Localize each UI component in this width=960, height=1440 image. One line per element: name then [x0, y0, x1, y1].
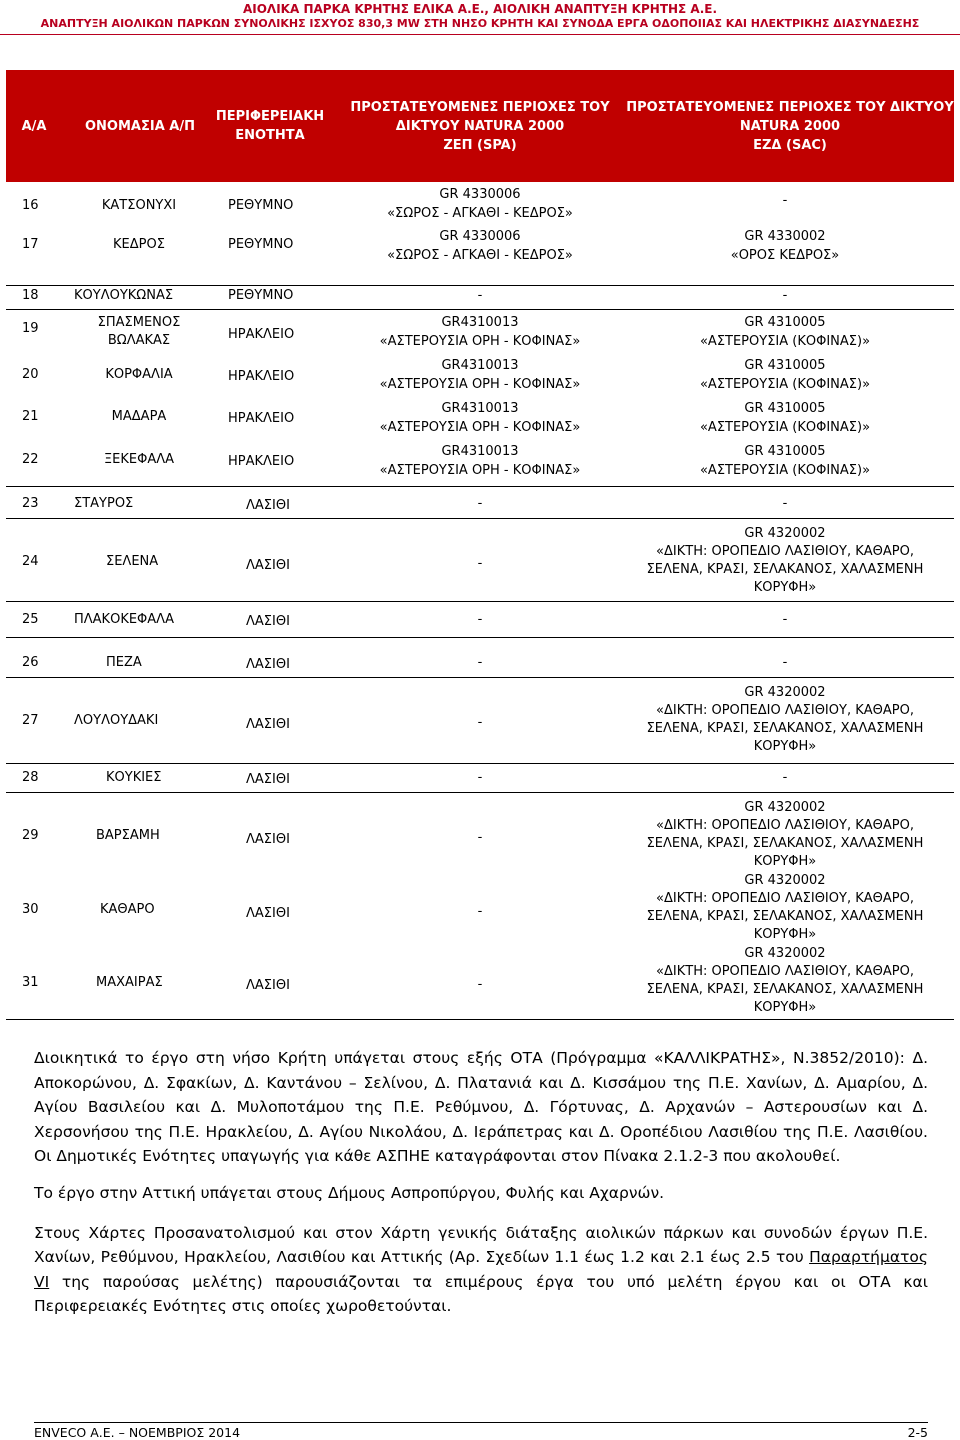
sac-code: GR 4310005 [744, 401, 826, 416]
sac-code: GR 4320002 [744, 685, 826, 700]
regional-unit: ΡΕΘΥΜΝΟ [228, 237, 294, 252]
header-region: ΠΕΡΙΦΕΡΕΙΑΚΗ ΕΝΟΤΗΤΑ [215, 109, 325, 143]
site-name: ΠΕΖΑ [106, 655, 142, 670]
paragraph-attica: Το έργο στην Αττική υπάγεται στους Δήμους Ασπροπύργου, Φυλής και Αχαρνών. [34, 1183, 665, 1202]
site-name: ΚΟΡΦΑΛΙΑ [105, 367, 173, 382]
spa-code: GR 4330006 [439, 229, 521, 244]
row-divider [6, 285, 954, 286]
regional-unit: ΛΑΣΙΘΙ [246, 657, 290, 672]
sac-area-line2: ΣΕΛΕΝΑ, ΚΡΑΣΙ, ΣΕΛΑΚΑΝΟΣ, ΧΑΛΑΣΜΕΝΗ [646, 836, 924, 851]
spa-value: - [477, 556, 483, 571]
footer-company-date: ENVECO Α.Ε. – ΝΟΕΜΒΡΙΟΣ 2014 [34, 1425, 241, 1440]
row-number: 24 [22, 554, 39, 569]
regional-unit: ΗΡΑΚΛΕΙΟ [228, 369, 295, 384]
paragraph-maps-part2: της παρούσας μελέτης) παρουσιάζονται τα επιμέρους έργα του υπό μελέτη έργου και οι ΟΤΑ και Περιφερειακές Ενότητες στις οποίες χωροθετούνται. [34, 1272, 928, 1316]
sac-code: GR 4310005 [744, 358, 826, 373]
row-number: 22 [22, 452, 39, 467]
row-number: 31 [22, 975, 39, 990]
appendix-link[interactable]: Παραρτήματος VI [34, 1248, 928, 1291]
spa-value: - [477, 612, 483, 627]
row-number: 27 [22, 713, 39, 728]
spa-value: - [477, 977, 483, 992]
paragraph-administration: Διοικητικά το έργο στη νήσο Κρήτη υπάγεται στους εξής ΟΤΑ (Πρόγραμμα «ΚΑΛΛΙΚΡΑΤΗΣ», Ν.3852/2010): Δ. Αποκορώνου, Δ. Σφακίων, Δ. Καντάνου – Σελίνου, Δ. Πλατανιά και Δ. Κισσάμου της Π.Ε. Χανίων, Δ. Αμαρίου, Δ. Αγίου Βασιλείου και Δ. Μυλοποτάμου της Π.Ε. Ρεθύμνου, Δ. Γόρτυνας, Δ. Αρχανών – Αστερουσίων και Δ. Χερσονήσου της Π.Ε. Ηρακλείου, Δ. Αγίου Νικολάου, Δ. Ιεράπετρας και Δ. Οροπέδιου Λασιθίου της Π.Ε. Λασιθίου. Οι Δημοτικές Ενότητες υπαγωγής για κάθε ΑΣΠΗΕ καταγράφονται στον Πίνακα 2.1.2-3 που ακολουθεί. [34, 1049, 928, 1166]
regional-unit: ΡΕΘΥΜΝΟ [228, 288, 294, 303]
sac-area-line1: «ΔΙΚΤΗ: ΟΡΟΠΕΔΙΟ ΛΑΣΙΘΙΟΥ, ΚΑΘΑΡΟ, [656, 818, 914, 833]
sac-area-line1: «ΔΙΚΤΗ: ΟΡΟΠΕΔΙΟ ΛΑΣΙΘΙΟΥ, ΚΑΘΑΡΟ, [656, 891, 914, 906]
row-divider [6, 309, 954, 310]
sac-area-line3: ΚΟΡΥΦΗ» [753, 1000, 817, 1015]
header-name: ΟΝΟΜΑΣΙΑ Α/Π [85, 118, 195, 134]
header-sac: ΠΡΟΣΤΑΤΕΥΟΜΕΝΕΣ ΠΕΡΙΟΧΕΣ ΤΟΥ ΔΙΚΤΥΟΥ NATURA 2000 ΕΖΔ (SAC) [626, 99, 954, 153]
sac-area-line1: «ΔΙΚΤΗ: ΟΡΟΠΕΔΙΟ ΛΑΣΙΘΙΟΥ, ΚΑΘΑΡΟ, [656, 964, 914, 979]
spa-code: GR4310013 [441, 358, 519, 373]
row-divider [6, 677, 954, 678]
document-header-title: ΑΙΟΛΙΚΑ ΠΑΡΚΑ ΚΡΗΤΗΣ ΕΛΙΚΑ Α.Ε., ΑΙΟΛΙΚΗ ΑΝΑΠΤΥΞΗ ΚΡΗΤΗΣ Α.Ε. [242, 2, 718, 16]
row-divider [6, 601, 954, 602]
sac-area-line2: ΣΕΛΕΝΑ, ΚΡΑΣΙ, ΣΕΛΑΚΑΝΟΣ, ΧΑΛΑΣΜΕΝΗ [646, 909, 924, 924]
site-name: ΒΑΡΣΑΜΗ [96, 828, 160, 843]
site-name: ΛΟΥΛΟΥΔΑΚΙ [74, 713, 159, 728]
row-divider [6, 792, 954, 793]
sac-value: - [782, 655, 788, 670]
header-spa: ΠΡΟΣΤΑΤΕΥΟΜΕΝΕΣ ΠΕΡΙΟΧΕΣ ΤΟΥ ΔΙΚΤΥΟΥ NATURA 2000 ΖΕΠ (SPA) [350, 99, 610, 153]
sac-code: GR 4320002 [744, 946, 826, 961]
row-number: 19 [22, 321, 39, 336]
spa-area: «ΑΣΤΕΡΟΥΣΙΑ ΟΡΗ - ΚΟΦΙΝΑΣ» [379, 377, 581, 392]
spa-area: «ΣΩΡΟΣ - ΑΓΚΑΘΙ - ΚΕΔΡΟΣ» [387, 248, 573, 263]
spa-value: - [477, 715, 483, 730]
sac-area-line2: ΣΕΛΕΝΑ, ΚΡΑΣΙ, ΣΕΛΑΚΑΝΟΣ, ΧΑΛΑΣΜΕΝΗ [646, 982, 924, 997]
row-divider [6, 486, 954, 487]
spa-value: - [477, 904, 483, 919]
paragraph-maps-part1: Στους Χάρτες Προσανατολισμού και στον Χάρτη γενικής διάταξης αιολικών πάρκων και συνοδών έργων Π.Ε. Χανίων, Ρεθύμνου, Ηρακλείου, Λασιθίου και Αττικής (Αρ. Σχεδίων 1.1 έως 1.2 και 2.1 έως 2.5 του [34, 1223, 928, 1267]
row-number: 16 [22, 198, 39, 213]
site-name: ΚΟΥΛΟΥΚΩΝΑΣ [74, 288, 174, 303]
row-divider [6, 518, 954, 519]
site-name: ΜΑΔΑΡΑ [111, 409, 167, 424]
regional-unit: ΗΡΑΚΛΕΙΟ [228, 454, 295, 469]
document-header-subtitle: ΑΝΑΠΤΥΞΗ ΑΙΟΛΙΚΩΝ ΠΑΡΚΩΝ ΣΥΝΟΛΙΚΗΣ ΙΣΧΥΟΣ 830,3 MW ΣΤΗ ΝΗΣΟ ΚΡΗΤΗ ΚΑΙ ΣΥΝΟΔΑ ΕΡΓΑ ΟΔΟΠΟΙΙΑΣ ΚΑΙ ΗΛΕΚΤΡΙΚΗΣ ΔΙΑΣΥΝΔΕΣΗΣ [40, 17, 920, 30]
sac-code: GR 4310005 [744, 444, 826, 459]
row-number: 29 [22, 828, 39, 843]
site-name: ΣΠΑΣΜΕΝΟΣ [97, 315, 181, 330]
table-bottom-border [6, 1019, 954, 1020]
row-number: 17 [22, 237, 39, 252]
spa-value: - [477, 288, 483, 303]
site-name: ΣΕΛΕΝΑ [106, 554, 159, 569]
site-name: ΚΕΔΡΟΣ [113, 237, 165, 252]
regional-unit: ΗΡΑΚΛΕΙΟ [228, 327, 295, 342]
sac-value: - [782, 193, 788, 208]
spa-area: «ΑΣΤΕΡΟΥΣΙΑ ΟΡΗ - ΚΟΦΙΝΑΣ» [379, 420, 581, 435]
sac-value: - [782, 288, 788, 303]
page-number: 2-5 [907, 1425, 928, 1440]
site-name: ΞΕΚΕΦΑΛΑ [103, 452, 175, 467]
sac-area: «ΑΣΤΕΡΟΥΣΙΑ (ΚΟΦΙΝΑΣ)» [699, 377, 871, 392]
row-number: 30 [22, 902, 39, 917]
row-divider [6, 763, 954, 764]
row-number: 23 [22, 496, 39, 511]
site-name: ΜΑΧΑΙΡΑΣ [96, 975, 163, 990]
regional-unit: ΛΑΣΙΘΙ [246, 498, 290, 513]
row-number: 25 [22, 612, 39, 627]
regional-unit: ΡΕΘΥΜΝΟ [228, 198, 294, 213]
site-name: ΚΟΥΚΙΕΣ [106, 770, 162, 785]
table-header [6, 70, 954, 182]
paragraph-maps [34, 1221, 928, 1319]
sac-area: «ΑΣΤΕΡΟΥΣΙΑ (ΚΟΦΙΝΑΣ)» [699, 334, 871, 349]
regional-unit: ΗΡΑΚΛΕΙΟ [228, 411, 295, 426]
sac-area-line3: ΚΟΡΥΦΗ» [753, 927, 817, 942]
regional-unit: ΛΑΣΙΘΙ [246, 614, 290, 629]
header-aa: Α/Α [21, 118, 47, 134]
regional-unit: ΛΑΣΙΘΙ [246, 906, 290, 921]
spa-value: - [477, 770, 483, 785]
row-number: 26 [22, 655, 39, 670]
spa-value: - [477, 496, 483, 511]
sac-value: - [782, 496, 788, 511]
regional-unit: ΛΑΣΙΘΙ [246, 832, 290, 847]
sac-area-line2: ΣΕΛΕΝΑ, ΚΡΑΣΙ, ΣΕΛΑΚΑΝΟΣ, ΧΑΛΑΣΜΕΝΗ [646, 562, 924, 577]
sac-area: «ΑΣΤΕΡΟΥΣΙΑ (ΚΟΦΙΝΑΣ)» [699, 420, 871, 435]
header-divider [0, 34, 960, 35]
site-name-line2: ΒΩΛΑΚΑΣ [107, 333, 171, 348]
sac-area-line3: ΚΟΡΥΦΗ» [753, 739, 817, 754]
site-name: ΣΤΑΥΡΟΣ [74, 496, 134, 511]
sac-area-line1: «ΔΙΚΤΗ: ΟΡΟΠΕΔΙΟ ΛΑΣΙΘΙΟΥ, ΚΑΘΑΡΟ, [656, 703, 914, 718]
sac-area: «ΑΣΤΕΡΟΥΣΙΑ (ΚΟΦΙΝΑΣ)» [699, 463, 871, 478]
sac-code: GR 4320002 [744, 873, 826, 888]
regional-unit: ΛΑΣΙΘΙ [246, 558, 290, 573]
spa-code: GR4310013 [441, 401, 519, 416]
sac-area-line1: «ΔΙΚΤΗ: ΟΡΟΠΕΔΙΟ ΛΑΣΙΘΙΟΥ, ΚΑΘΑΡΟ, [656, 544, 914, 559]
spa-area: «ΣΩΡΟΣ - ΑΓΚΑΘΙ - ΚΕΔΡΟΣ» [387, 206, 573, 221]
site-name: ΠΛΑΚΟΚΕΦΑΛΑ [74, 612, 174, 627]
sac-code: GR 4310005 [744, 315, 826, 330]
regional-unit: ΛΑΣΙΘΙ [246, 978, 290, 993]
sac-area-line3: ΚΟΡΥΦΗ» [753, 580, 817, 595]
regional-unit: ΛΑΣΙΘΙ [246, 717, 290, 732]
spa-code: GR4310013 [441, 315, 519, 330]
spa-area: «ΑΣΤΕΡΟΥΣΙΑ ΟΡΗ - ΚΟΦΙΝΑΣ» [379, 334, 581, 349]
row-number: 21 [22, 409, 39, 424]
row-number: 28 [22, 770, 39, 785]
spa-code: GR 4330006 [439, 187, 521, 202]
sac-value: - [782, 612, 788, 627]
spa-code: GR4310013 [441, 444, 519, 459]
row-number: 18 [22, 288, 39, 303]
site-name: ΚΑΘΑΡΟ [100, 902, 155, 917]
regional-unit: ΛΑΣΙΘΙ [246, 772, 290, 787]
sac-code: GR 4330002 [744, 229, 826, 244]
row-divider [6, 637, 954, 638]
row-number: 20 [22, 367, 39, 382]
sac-area: «ΟΡΟΣ ΚΕΔΡΟΣ» [730, 248, 840, 263]
body-text [34, 1046, 928, 1319]
sac-value: - [782, 770, 788, 785]
site-name: ΚΑΤΣΟΝΥΧΙ [101, 198, 177, 213]
sac-area-line3: ΚΟΡΥΦΗ» [753, 854, 817, 869]
sac-code: GR 4320002 [744, 800, 826, 815]
spa-value: - [477, 830, 483, 845]
footer-divider [34, 1422, 928, 1423]
sac-area-line2: ΣΕΛΕΝΑ, ΚΡΑΣΙ, ΣΕΛΑΚΑΝΟΣ, ΧΑΛΑΣΜΕΝΗ [646, 721, 924, 736]
sac-code: GR 4320002 [744, 526, 826, 541]
spa-value: - [477, 655, 483, 670]
spa-area: «ΑΣΤΕΡΟΥΣΙΑ ΟΡΗ - ΚΟΦΙΝΑΣ» [379, 463, 581, 478]
